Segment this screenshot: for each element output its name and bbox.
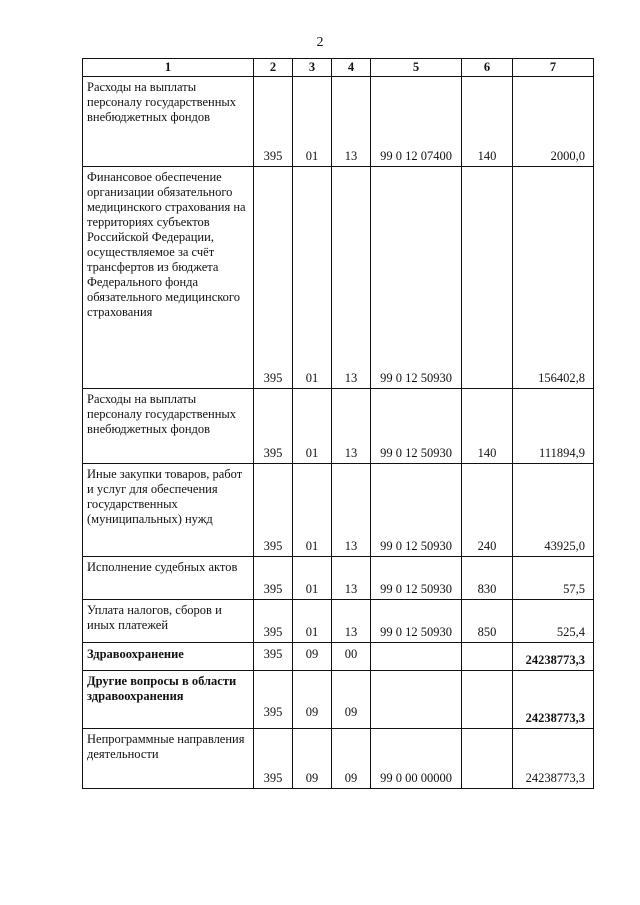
cell-ministry-code: 395 xyxy=(254,557,293,600)
cell-expense-type: 830 xyxy=(462,557,513,600)
cell-subsection: 13 xyxy=(332,557,371,600)
table-row xyxy=(83,464,594,557)
cell-ministry-code: 395 xyxy=(254,600,293,643)
cell-subsection: 13 xyxy=(332,464,371,557)
row-name: Другие вопросы в области здравоохранения xyxy=(83,671,254,729)
cell-subsection: 13 xyxy=(332,167,371,389)
row-name: Расходы на выплаты персоналу государственных внебюджетных фондов xyxy=(83,389,254,464)
cell-amount: 24238773,3 xyxy=(513,671,594,729)
cell-section: 01 xyxy=(293,389,332,464)
table-row-section xyxy=(83,643,594,671)
row-name: Здравоохранение xyxy=(83,643,254,671)
cell-ministry-code: 395 xyxy=(254,671,293,729)
cell-expense-type xyxy=(462,729,513,789)
column-header-5: 5 xyxy=(371,59,462,77)
cell-target-article: 99 0 00 00000 xyxy=(371,729,462,789)
cell-amount: 525,4 xyxy=(513,600,594,643)
cell-expense-type: 240 xyxy=(462,464,513,557)
table-row xyxy=(83,77,594,167)
column-header-7: 7 xyxy=(513,59,594,77)
column-header-2: 2 xyxy=(254,59,293,77)
column-header-3: 3 xyxy=(293,59,332,77)
cell-ministry-code: 395 xyxy=(254,167,293,389)
row-name: Финансовое обеспечение организации обязательного медицинского страхования на территориях субъектов Российской Федерации, осуществляемое за счёт трансфертов из бюджета Федерального фонда обязательного медицинского страхования xyxy=(83,167,254,389)
cell-section: 01 xyxy=(293,600,332,643)
cell-section: 09 xyxy=(293,729,332,789)
table-row xyxy=(83,167,594,389)
row-name: Непрограммные направления деятельности xyxy=(83,729,254,789)
table-row xyxy=(83,389,594,464)
column-number-header-row xyxy=(83,59,594,77)
cell-expense-type xyxy=(462,643,513,671)
cell-subsection: 13 xyxy=(332,389,371,464)
cell-expense-type: 140 xyxy=(462,389,513,464)
column-header-6: 6 xyxy=(462,59,513,77)
table-row xyxy=(83,557,594,600)
cell-ministry-code: 395 xyxy=(254,389,293,464)
cell-expense-type: 850 xyxy=(462,600,513,643)
column-header-4: 4 xyxy=(332,59,371,77)
cell-ministry-code: 395 xyxy=(254,643,293,671)
row-name: Иные закупки товаров, работ и услуг для обеспечения государственных (муниципальных) нужд xyxy=(83,464,254,557)
cell-expense-type xyxy=(462,167,513,389)
cell-target-article xyxy=(371,643,462,671)
cell-target-article: 99 0 12 50930 xyxy=(371,167,462,389)
table-row xyxy=(83,600,594,643)
cell-target-article: 99 0 12 50930 xyxy=(371,464,462,557)
row-name: Расходы на выплаты персоналу государственных внебюджетных фондов xyxy=(83,77,254,167)
cell-amount: 24238773,3 xyxy=(513,729,594,789)
cell-subsection: 13 xyxy=(332,600,371,643)
cell-section: 01 xyxy=(293,167,332,389)
column-header-1: 1 xyxy=(83,59,254,77)
cell-amount: 57,5 xyxy=(513,557,594,600)
cell-expense-type xyxy=(462,671,513,729)
row-name: Исполнение судебных актов xyxy=(83,557,254,600)
cell-amount: 156402,8 xyxy=(513,167,594,389)
row-name: Уплата налогов, сборов и иных платежей xyxy=(83,600,254,643)
cell-section: 01 xyxy=(293,77,332,167)
page-number: 2 xyxy=(316,35,324,50)
cell-section: 09 xyxy=(293,643,332,671)
cell-subsection: 13 xyxy=(332,77,371,167)
cell-target-article xyxy=(371,671,462,729)
cell-subsection: 09 xyxy=(332,671,371,729)
cell-section: 01 xyxy=(293,464,332,557)
cell-ministry-code: 395 xyxy=(254,464,293,557)
cell-expense-type: 140 xyxy=(462,77,513,167)
cell-subsection: 09 xyxy=(332,729,371,789)
table-row-subsection xyxy=(83,671,594,729)
cell-target-article: 99 0 12 07400 xyxy=(371,77,462,167)
budget-table xyxy=(82,58,594,789)
cell-amount: 111894,9 xyxy=(513,389,594,464)
cell-subsection: 00 xyxy=(332,643,371,671)
cell-amount: 43925,0 xyxy=(513,464,594,557)
cell-target-article: 99 0 12 50930 xyxy=(371,557,462,600)
cell-ministry-code: 395 xyxy=(254,729,293,789)
cell-section: 01 xyxy=(293,557,332,600)
cell-section: 09 xyxy=(293,671,332,729)
cell-amount: 24238773,3 xyxy=(513,643,594,671)
table-row xyxy=(83,729,594,789)
cell-target-article: 99 0 12 50930 xyxy=(371,389,462,464)
cell-amount: 2000,0 xyxy=(513,77,594,167)
cell-target-article: 99 0 12 50930 xyxy=(371,600,462,643)
cell-ministry-code: 395 xyxy=(254,77,293,167)
